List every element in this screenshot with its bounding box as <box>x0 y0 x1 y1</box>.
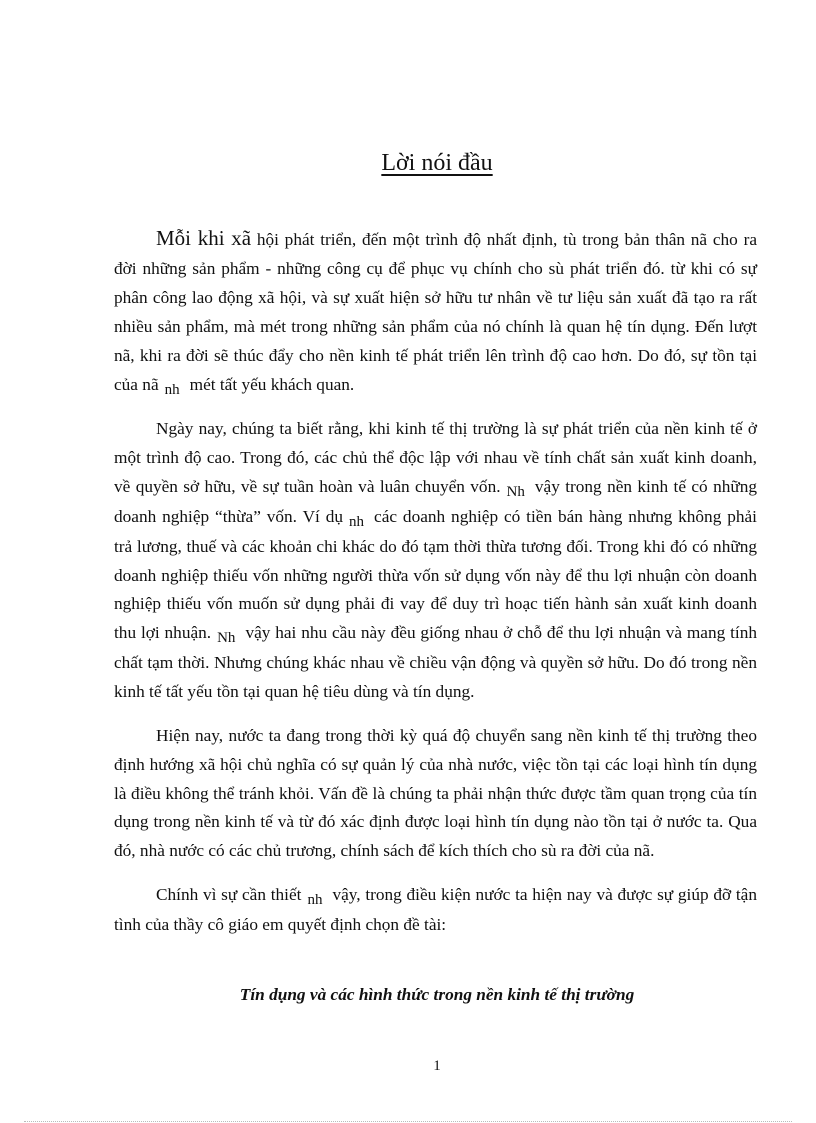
abbrev-nh: nh <box>349 513 365 530</box>
paragraph-text: các doanh nghiệp có tiền bán hàng nhưng không phải trả lương, thuế và các khoản chi khác do đó tạm thời thừa tương đối. Trong khi đó có những doanh nghiệp thiếu vốn những người thừa vốn sử dụng vốn này để thu lợi nhuận còn doanh nghiệp thiếu vốn muốn sử dụng phải đi vay để duy trì hoạc tiến hành sản xuất kinh doanh thu lợi nhuận. <box>114 506 757 643</box>
paragraph-text: mét tất yếu khách quan. <box>189 374 355 394</box>
paragraph-4 <box>114 881 757 940</box>
paragraph-1 <box>114 224 757 400</box>
paragraph-text: Hiện nay, nước ta đang trong thời kỳ quá độ chuyển sang nền kinh tế thị trường theo định hướng xã hội chủ nghĩa có sự quản lý của nhà nước, việc tồn tại các loại hình tín dụng là điều không thể tránh khỏi. Vấn đề là chúng ta phải nhận thức được tầm quan trọng của tín dụng trong nền kinh tế và từ đó xác định được loại hình tín dụng nào tồn tại ở nước ta. Qua đó, nhà nước có các chủ trương, chính sách để kích thích cho sù ra đời của nã. <box>114 725 757 861</box>
abbrev-nh: nh <box>307 891 323 908</box>
paragraph-text: Chính vì sự cần thiết <box>156 884 302 904</box>
lead-words: Mỗi khi xã <box>156 226 252 250</box>
page-title: Lời nói đầu <box>381 150 493 176</box>
abbrev-nh: Nh <box>217 630 236 647</box>
body-text <box>114 224 757 954</box>
paragraph-3 <box>114 722 757 867</box>
paragraph-text: Ngày nay, chúng ta biết rằng, khi kinh tế thị trường là sự phát triển của nền kinh tế ở một trình độ cao. Trong đó, các chủ thể độc lập với nhau về tính chất sản xuất kinh doanh, về quyền sở hữu, về sự tuần hoàn và luân chuyển vốn. <box>114 419 757 496</box>
abbrev-nh: Nh <box>506 483 525 500</box>
paragraph-2 <box>114 415 757 707</box>
page-divider <box>24 1121 792 1122</box>
paragraph-text: vậy hai nhu cầu này đều giống nhau ở chỗ để thu lợi nhuận và mang tính chất tạm thời. Nhưng chúng khác nhau về chiều vận động và quyền sở hữu. Do đó trong nền kinh tế tất yếu tồn tại quan hệ tiêu dùng và tín dụng. <box>114 623 757 702</box>
paragraph-text: vậy trong nền kinh tế có những doanh nghiệp “thừa” vốn. Ví dụ <box>114 476 757 526</box>
paragraph-text: vậy, trong điều kiện nước ta hiện nay và được sự giúp đỡ tận tình của thầy cô giáo em quyết định chọn đề tài: <box>114 884 757 934</box>
thesis-topic: Tín dụng và các hình thức trong nền kinh tế thị trường <box>239 985 635 1004</box>
paragraph-text: hội phát triển, đến một trình độ nhất định, tù trong bản thân nã cho ra đời những sản phẩm - những công cụ để phục vụ chính cho sù phát triển đó. từ khi có sự phân công lao động xã hội, và sự xuất hiện sở hữu tư nhân về tư liệu sản xuất đã tạo ra rất nhiều sản phẩm, mà mét trong những sản phẩm của nó chính là quan hệ tín dụng. Đến lượt nã, khi ra đời sẽ thúc đẩy cho nền kinh tế phát triển lên trình độ cao hơn. Do đó, sự tồn tại của nã <box>114 230 757 394</box>
page-number: 1 <box>433 1058 441 1074</box>
abbrev-nh: nh <box>164 381 180 398</box>
